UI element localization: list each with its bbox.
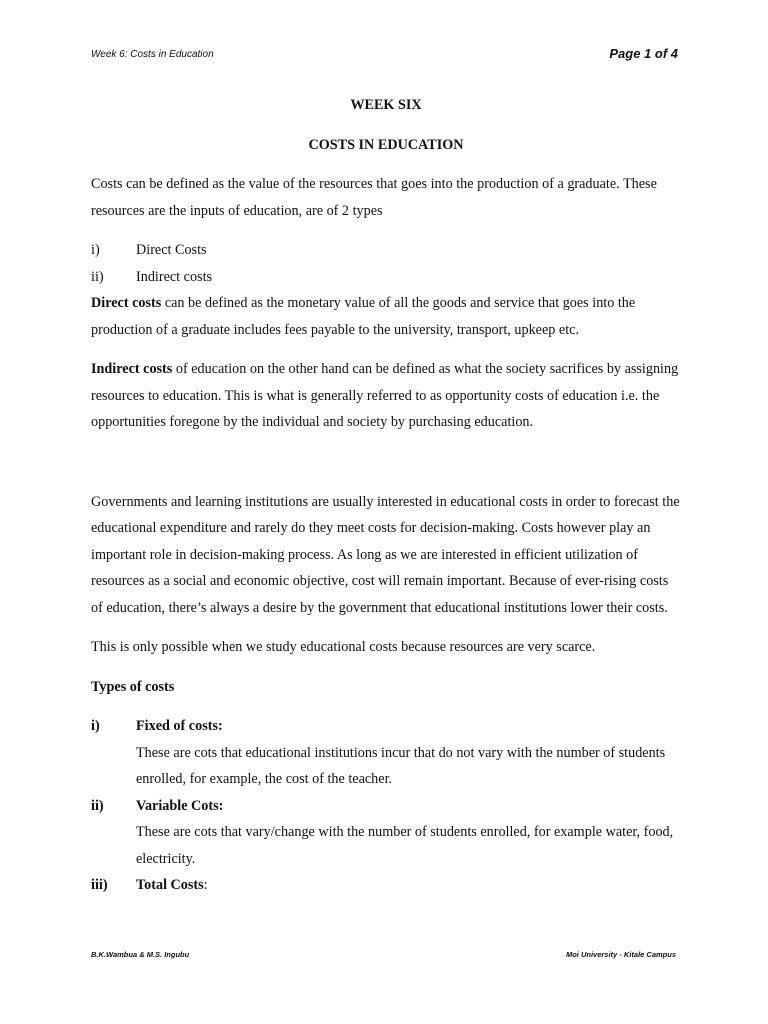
footer-institution: Moi University - Kitale Campus — [565, 950, 676, 959]
cost-type-number: ii) — [91, 797, 104, 814]
cost-type-number: i) — [91, 718, 100, 734]
header-left: Week 6: Costs in Education — [91, 49, 214, 60]
governments-paragraph: Governments and learning institutions are usually interested in educational costs in order to forecast the educational expenditure and rarely do they meet costs for decision-making. Costs however play an important role in decision-making process. As long as we are interested in efficient utilization of resources as a social and economic objective, cost will remain important. Because of ever-rising costs of education, there’s always a desire by the government that educational institutions lower their costs. — [91, 493, 680, 616]
indirect-costs-paragraph — [91, 356, 681, 436]
cost-type-suffix: : — [203, 877, 208, 893]
footer-authors: B.K.Wambua & M.S. Ingubu — [91, 950, 190, 959]
cost-type-description: These are cots that educational institutions incur that do not vary with the number of students enrolled, for example, the cost of the teacher. — [136, 744, 666, 787]
list-label: Direct Costs — [136, 242, 207, 258]
section-title: COSTS IN EDUCATION — [308, 136, 464, 153]
direct-costs-text: can be defined as the monetary value of all the goods and service that goes into the production of a graduate includes fees payable to the university, transport, upkeep etc. — [91, 295, 636, 338]
cost-type-item — [91, 872, 681, 899]
possible-paragraph: This is only possible when we study educational costs because resources are very scarce. — [91, 639, 596, 655]
intro-paragraph: Costs can be defined as the value of the resources that goes into the production of a graduate. These resources are the inputs of education, are of 2 types — [91, 176, 657, 219]
cost-type-item — [91, 793, 681, 820]
page-number: Page 1 of 4 — [609, 46, 678, 61]
page-title: WEEK SIX — [350, 97, 422, 113]
cost-type-label: Variable Cots: — [136, 797, 224, 814]
cost-type-description: These are cots that vary/change with the number of students enrolled, for example water, food, electricity. — [136, 824, 674, 867]
indirect-costs-text: of education on the other hand can be defined as what the society sacrifices by assigning resources to education. This is what is generally referred to as opportunity costs of education i.e. the opportunities foregone by the individual and society by purchasing education. — [91, 361, 679, 430]
cost-type-number: iii) — [91, 877, 108, 893]
document-body — [91, 92, 681, 899]
direct-costs-term: Direct costs — [91, 295, 162, 311]
list-item — [91, 264, 681, 291]
cost-type-label: Total Costs — [136, 877, 204, 893]
list-number: ii) — [91, 268, 104, 285]
cost-type-label: Fixed of costs: — [136, 718, 223, 734]
indirect-costs-term: Indirect costs — [91, 361, 173, 377]
list-number: i) — [91, 242, 100, 258]
spacer — [91, 449, 681, 489]
list-item — [91, 237, 681, 264]
list-label: Indirect costs — [136, 268, 213, 285]
types-heading: Types of costs — [91, 678, 175, 695]
cost-type-item — [91, 713, 681, 740]
direct-costs-paragraph — [91, 290, 681, 343]
